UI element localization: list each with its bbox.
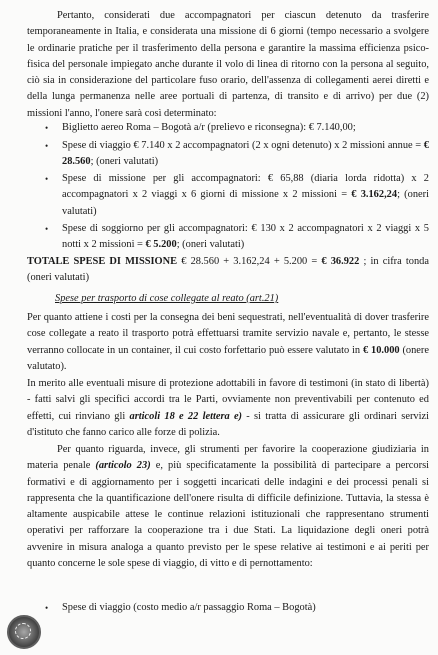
bullet-spese-soggiorno-text: Spese di soggiorno per gli accompagnatori: € 130 x 2 accompagnatori x 2 viaggi x 5 notti x 2 missioni = <box>62 223 429 251</box>
strumenti-paragraph <box>27 442 429 572</box>
totale-formula: € 28.560 + 3.162,24 + 5.200 = <box>177 256 322 267</box>
totale-tail: ; in cifra tonda (oneri valutati) <box>27 256 429 284</box>
bullet-spese-viaggio <box>45 138 429 171</box>
bullet-spese-soggiorno-note: ; (oneri valutati) <box>176 239 245 251</box>
bullet-spese-missione <box>45 171 429 220</box>
strumenti-text: Per quanto riguarda, invece, gli strumenti per favorire la cooperazione giudiziaria in materia penale <box>27 444 429 472</box>
testimoni-tail: - si tratta di assicurare gli ordinari servizi d'istituto che fanno carico alle forze di polizia. <box>27 410 430 438</box>
intro-text: Pertanto, considerati due accompagnatori per ciascun detenuto da trasferire temporaneamente in Italia, e considerata una missione di 6 giorni (tempo necessario a svolgere le ordinarie pratiche per il trasferimento della persona e garantire la massima efficienza psico-fisica del personale impiegato anche durante il volo di linea di ritorno con la persona al seguito, ciò sia in considerazione del particolare fuso orario, dell'assenza di collegamenti aerei diretti e della lunga permanenza nelle aree portuali di partenza, di transito e di arrivo) per due (2) missioni l'anno, l'onere sarà così determinato: <box>27 10 429 119</box>
bullet-spese-missione-amount: € 3.162,24 <box>351 189 398 201</box>
official-stamp-icon <box>7 615 41 649</box>
bullet-icon: • <box>45 123 49 133</box>
bullet-icon: • <box>45 224 49 234</box>
bullet-icon: • <box>45 141 49 151</box>
testimoni-text: In merito alle eventuali misure di protezione adottabili in favore di testimoni (in stato di libertà) - fatti salvi gli specifici accordi tra le Parti, ovviamente non preventivabili per contenuto ed effetti, cui rinviano gli <box>27 378 429 422</box>
bullet-spese-viaggio-note: ; (oneri valutati) <box>90 156 159 168</box>
bullet-spese-soggiorno-amount: € 5.200 <box>145 239 177 251</box>
stamp-inner-ring <box>15 623 31 639</box>
testimoni-articles: articoli 18 e 22 lettera e) <box>129 410 243 422</box>
totale-spese-missione <box>27 254 429 287</box>
trasporto-amount: € 10.000 <box>362 344 400 356</box>
trasporto-paragraph <box>27 310 429 375</box>
bullet-spese-soggiorno <box>45 221 429 254</box>
bullet-biglietto-text: Biglietto aereo Roma – Bogotà a/r (prelievo e riconsegna): € 7.140,00; <box>62 122 356 133</box>
trasporto-text: Per quanto attiene i costi per la consegna dei beni sequestrati, nell'eventualità di dover trasferire cose collegate a reato il trasporto potrà effettuarsi tramite servizio navale e, pertanto, le stesse verranno collocate in un container, il cui costo forfettario può essere valutato in <box>27 312 429 356</box>
testimoni-paragraph <box>27 376 429 441</box>
bullet-roma-bogota-text: Spese di viaggio (costo medio a/r passaggio Roma – Bogotà) <box>62 602 316 613</box>
section-heading-trasporto <box>55 291 438 307</box>
section-heading-text: Spese per trasporto di cose collegate al reato (art.21) <box>55 293 279 304</box>
totale-label: TOTALE SPESE DI MISSIONE <box>27 256 178 267</box>
bullet-spese-viaggio-roma-bogota <box>45 600 429 616</box>
strumenti-article: (articolo 23) <box>95 460 151 472</box>
totale-result: € 36.922 <box>321 256 360 267</box>
bullet-spese-viaggio-text: Spese di viaggio € 7.140 x 2 accompagnatori (2 x ogni detenuto) x 2 missioni annue = <box>62 140 424 151</box>
bullet-icon: • <box>45 174 49 184</box>
bullet-biglietto <box>45 120 429 136</box>
trasporto-note: (onere valutato). <box>27 344 429 372</box>
bullet-spese-missione-text: Spese di missione per gli accompagnatori: € 65,88 (diaria lorda ridotta) x 2 accompagnatori x 2 viaggi x 6 giorni di missione x 2 missioni = <box>62 173 429 201</box>
bullet-spese-missione-note: ; (oneri valutati) <box>62 189 429 217</box>
intro-paragraph <box>27 8 429 122</box>
bullet-icon: • <box>45 603 49 613</box>
strumenti-tail: e, più specificatamente la possibilità di partecipare a percorsi formativi e di aggiornamento per i soggetti incaricati delle indagini e dei processi penali si rappresenta che la quantificazione dell'onere risulta di difficile definizione. Tuttavia, la stessa è altamente auspicabile attese le continue relazioni istituzionali che rappresentano strumenti operativi per rafforzare la cooperazione tra i due Stati. La liquidazione degli oneri potrà avvenire in misura analoga a quanto previsto per le spese relative ai testimoni e ai periti per quanto concerne le sole spese di viaggio, di vitto e di pernottamento: <box>27 460 430 570</box>
bullet-spese-viaggio-amount: € 28.560 <box>62 140 429 168</box>
